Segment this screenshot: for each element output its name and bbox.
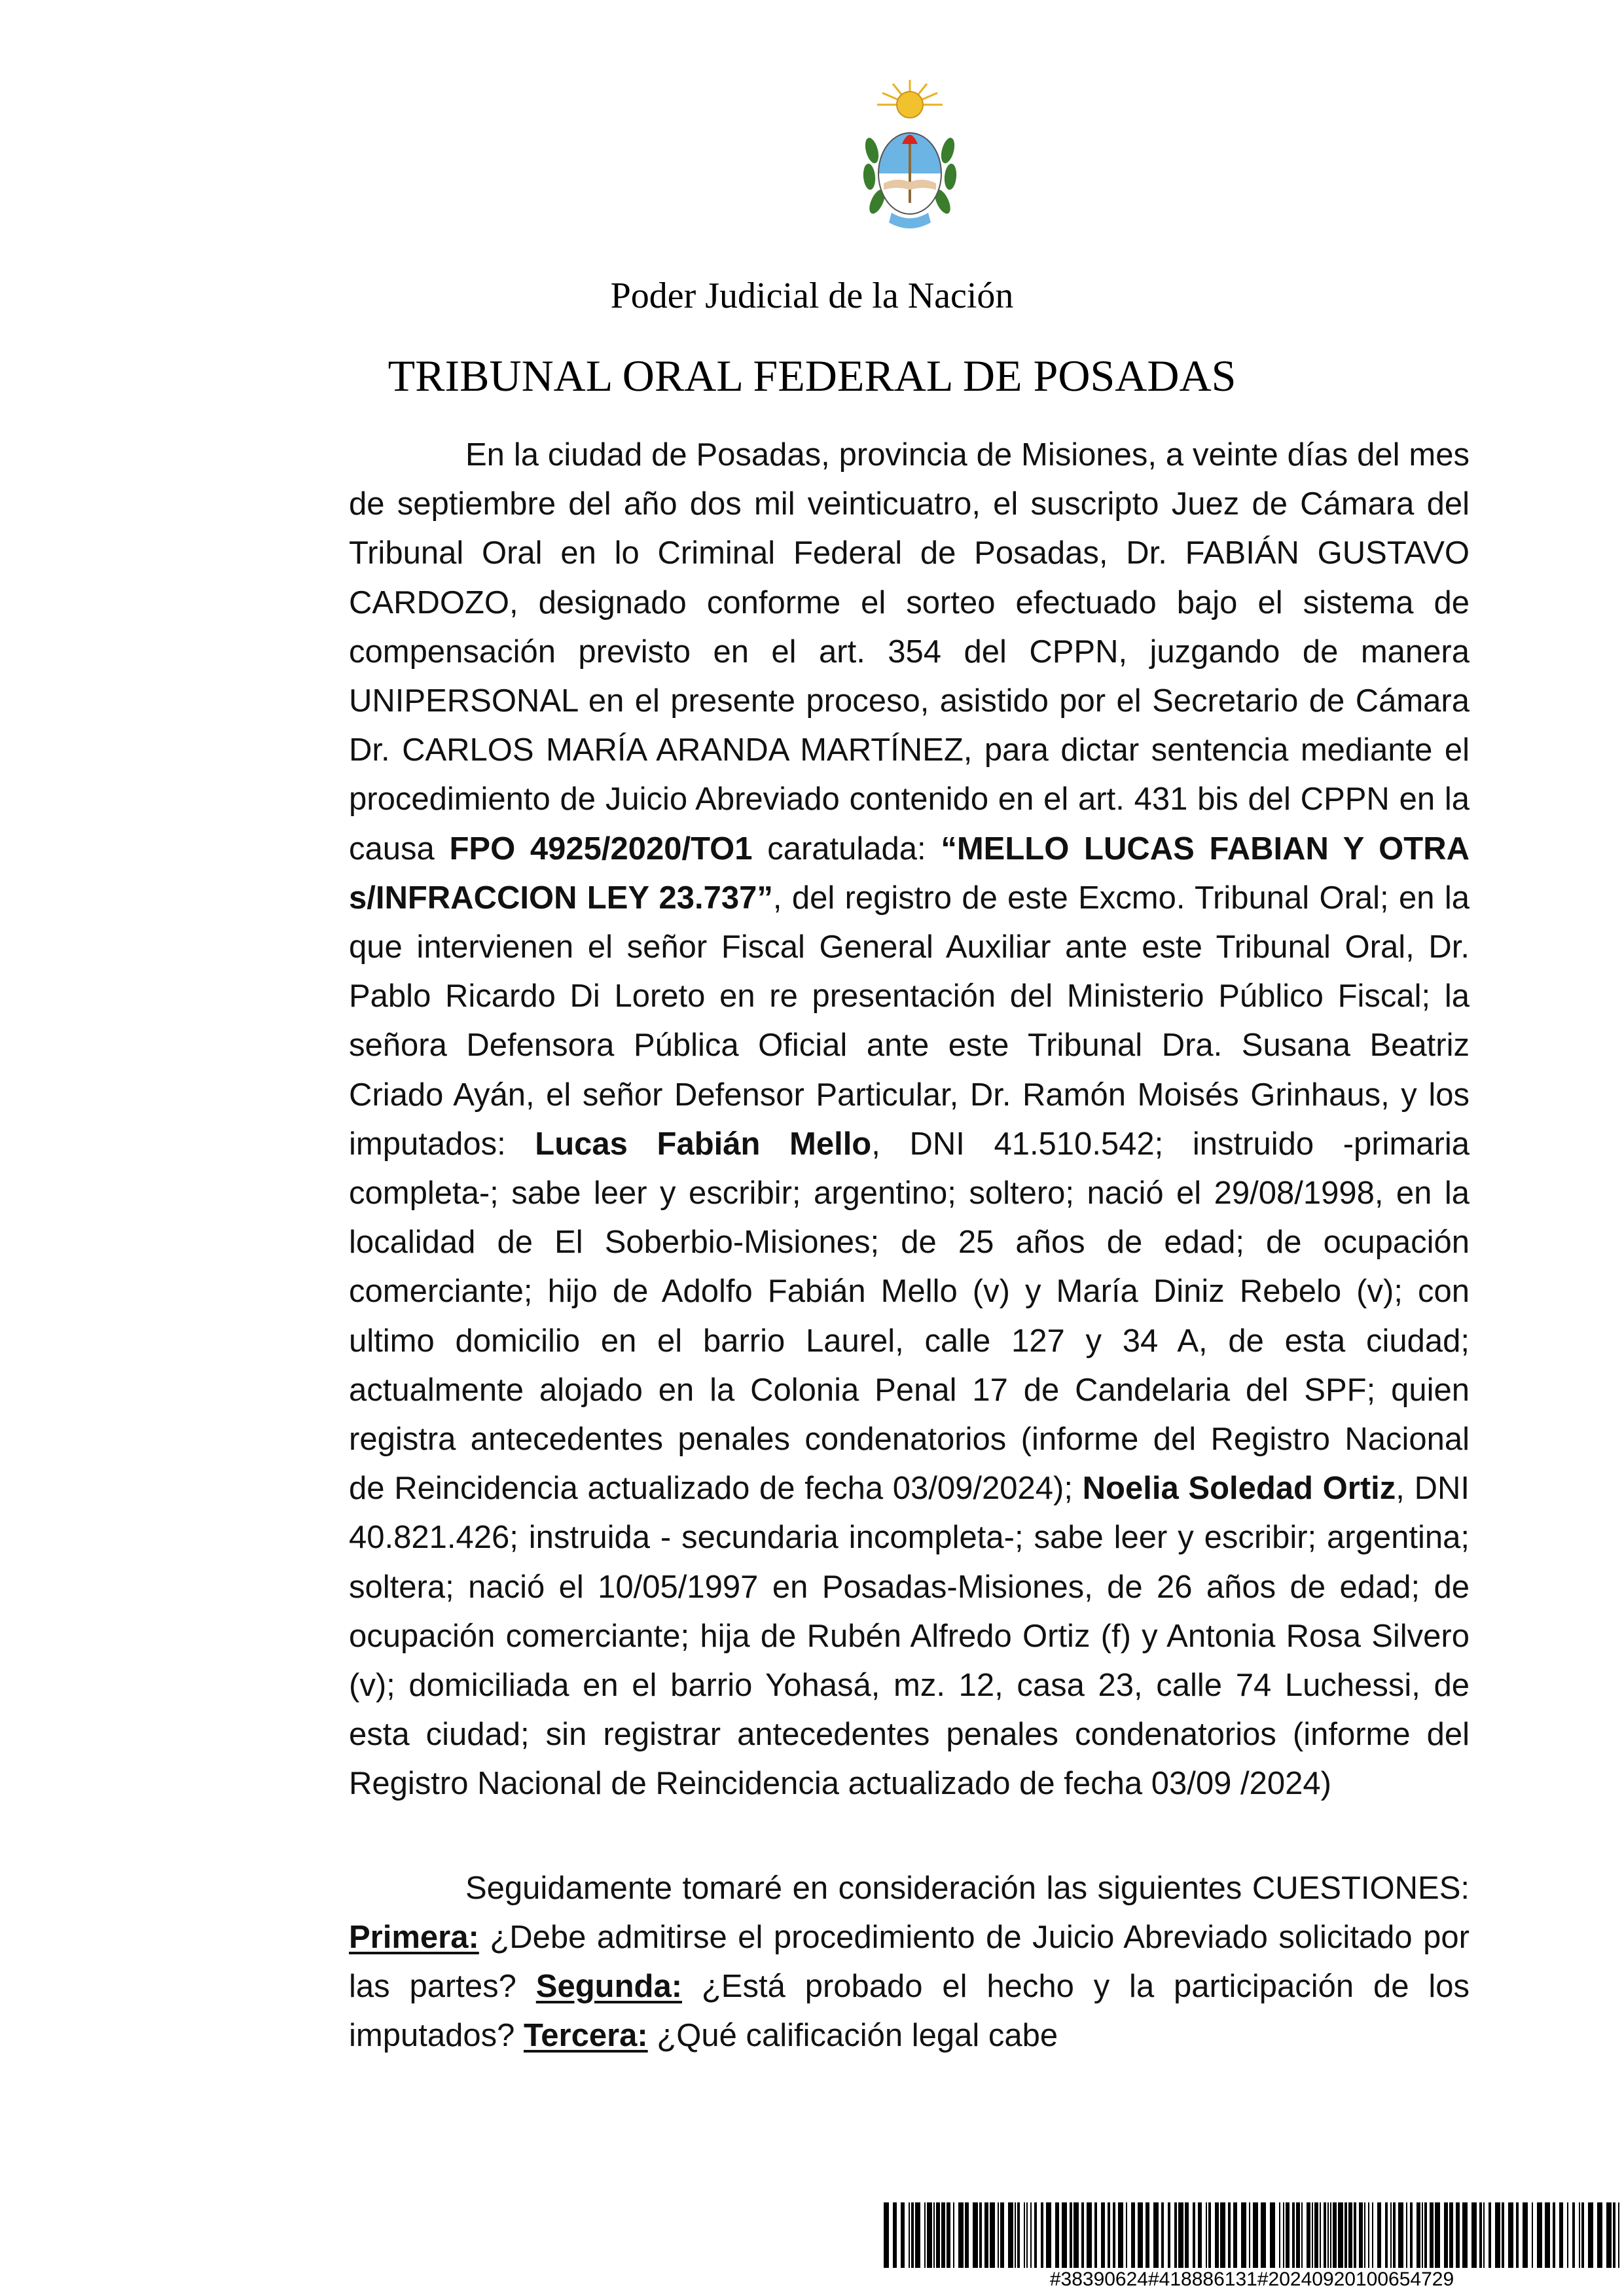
case-number: FPO 4925/2020/TO1: [449, 831, 753, 867]
case-label-text: caratulada:: [752, 831, 941, 867]
question-1-label: Primera:: [349, 1919, 479, 1955]
question-1-text: ¿Debe admitirse el procedimiento de Juicio Abreviado solicitado por las partes?: [349, 1919, 1470, 2005]
questions-intro: Seguidamente tomaré en consideración las siguientes CUESTIONES:: [465, 1870, 1470, 1906]
accused-2-details: , DNI 40.821.426; instruida - secundaria incompleta-; sabe leer y escribir; argentina; soltera; nació el 10/05/1997 en Posadas-Misiones, de 26 años de edad; de ocupación comerciante; hija de Rubén Alfredo Ortiz (f) y Antonia Rosa Silvero (v); domiciliada en el barrio Yohasá, mz. 12, casa 23, calle 74 Luchessi, de esta ciudad; sin registrar antecedentes penales condenatorios (informe del Registro Nacional de Reincidencia actualizado de fecha 03/09 /2024): [349, 1471, 1470, 1802]
opening-paragraph: [349, 431, 1470, 1809]
parties-text: , del registro de este Excmo. Tribunal Oral; en la que intervienen el señor Fiscal General Auxiliar ante este Tribunal Oral, Dr. Pablo Ricardo Di Loreto en re presentación del Ministerio Público Fiscal; la señora Defensora Pública Oficial ante este Tribunal Dra. Susana Beatriz Criado Ayán, el señor Defensor Particular, Dr. Ramón Moisés Grinhaus, y los imputados:: [349, 880, 1470, 1162]
document-body: [349, 431, 1470, 2061]
argentina-coat-of-arms-icon: [857, 79, 962, 236]
accused-1-details: , DNI 41.510.542; instruido -primaria completa-; sabe leer y escribir; argentino; soltero; nació el 29/08/1998, en la localidad de El Soberbio-Misiones; de 25 años de edad; de ocupación comerciante; hijo de Adolfo Fabián Mello (v) y María Diniz Rebelo (v); con ultimo domicilio en el barrio Laurel, calle 127 y 34 A, de esta ciudad; actualmente alojado en la Colonia Penal 17 de Candelaria del SPF; quien registra antecedentes penales condenatorios (informe del Registro Nacional de Reincidencia actualizado de fecha 03/09/2024);: [349, 1126, 1470, 1507]
accused-name-2: Noelia Soledad Ortiz: [1082, 1471, 1396, 1507]
question-3-text: ¿Qué calificación legal cabe: [647, 2018, 1058, 2054]
court-title: TRIBUNAL ORAL FEDERAL DE POSADAS: [388, 351, 1236, 401]
question-3-label: Tercera:: [523, 2018, 648, 2054]
question-2-label: Segunda:: [535, 1969, 683, 2005]
questions-paragraph: [349, 1864, 1470, 2061]
barcode-number: #38390624#418886131#20240920100654729: [1049, 2269, 1454, 2290]
opening-text: En la ciudad de Posadas, provincia de Misiones, a veinte días del mes de septiembre del año dos mil veinticuatro, el suscripto Juez de Cámara del Tribunal Oral en lo Criminal Federal de Posadas, Dr. FABIÁN GUSTAVO CARDOZO, designado conforme el sorteo efectuado bajo el sistema de compensación previsto en el art. 354 del CPPN, juzgando de manera UNIPERSONAL en el presente proceso, asistido por el Secretario de Cámara Dr. CARLOS MARÍA ARANDA MARTÍNEZ, para dictar sentencia mediante el procedimiento de Juicio Abreviado contenido en el art. 431 bis del CPPN en la causa: [349, 437, 1470, 867]
accused-name-1: Lucas Fabián Mello: [535, 1126, 872, 1162]
question-2-text: ¿Está probado el hecho y la participación de los imputados?: [349, 1969, 1470, 2054]
case-title: “MELLO LUCAS FABIAN Y OTRA s/INFRACCION LEY 23.737”: [349, 831, 1470, 916]
institution-heading: Poder Judicial de la Nación: [610, 276, 1014, 316]
barcode-icon: [884, 2202, 1620, 2268]
